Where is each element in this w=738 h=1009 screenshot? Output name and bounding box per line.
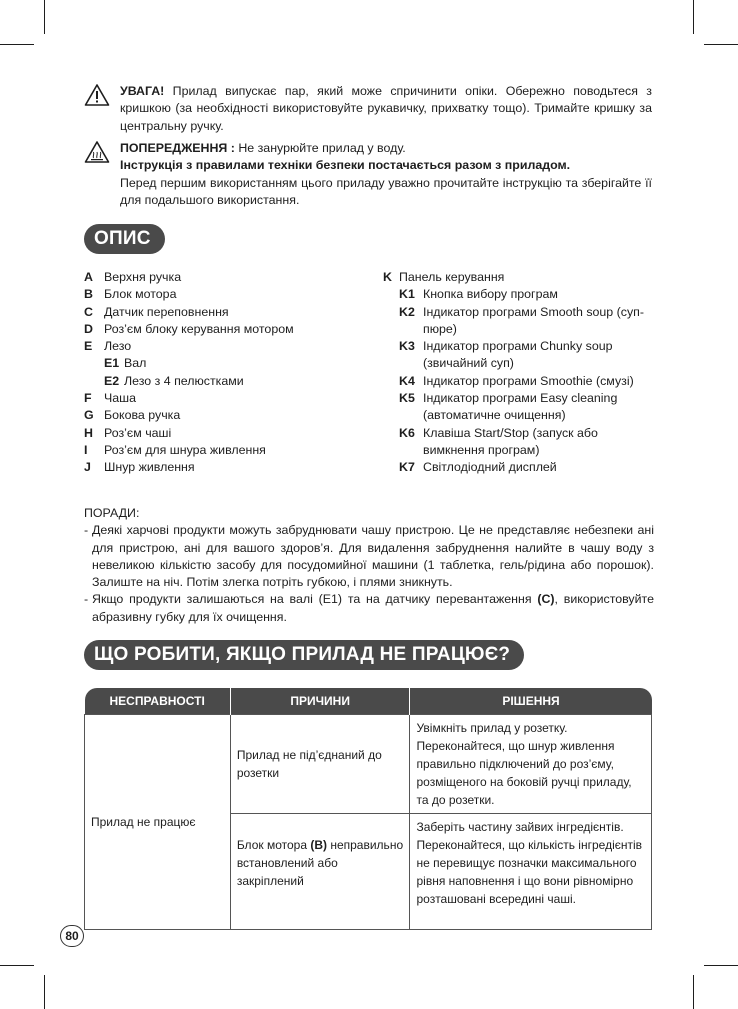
tips-heading: ПОРАДИ:: [84, 506, 140, 520]
tip-item: [84, 591, 654, 626]
part-item: [84, 425, 374, 442]
column-header: ПРИЧИНИ: [230, 688, 410, 714]
hot-surface-icon: [84, 140, 110, 164]
part-item: [383, 269, 653, 286]
crop-mark: [0, 965, 34, 966]
warning-text: [120, 140, 652, 209]
part-item: [84, 442, 374, 459]
caution-title: УВАГА!: [120, 84, 165, 98]
warning-title: ПОПЕРЕДЖЕННЯ :: [120, 141, 235, 155]
solution-cell: Увімкніть прилад у розетку. Переконайтеся, що шнур живлення правильно підключений до роз’єму, розміщеного на боковій ручці приладу, та до розетки.: [410, 714, 652, 813]
tip-text: Якщо продукти залишаються на валі (E1) та на датчику перевантаження: [92, 592, 538, 607]
part-label: Чаша: [104, 391, 136, 406]
crop-mark: [0, 44, 34, 45]
part-letter: K5: [399, 391, 415, 406]
part-label: Роз’єм для шнура живлення: [104, 442, 266, 457]
parts-list-right: [383, 269, 653, 477]
part-letter: K2: [399, 304, 415, 319]
control-item: [383, 286, 653, 303]
column-header: РІШЕННЯ: [410, 688, 652, 714]
part-item: [84, 390, 374, 407]
part-letter: G: [84, 408, 94, 423]
tip-bold-ref: (C): [537, 592, 555, 607]
cause-bold-ref: (B): [310, 837, 327, 852]
part-item: [84, 269, 374, 286]
part-item: [84, 459, 374, 476]
tips-section: [84, 505, 654, 626]
part-item: [84, 304, 374, 321]
caution-text: [120, 83, 652, 135]
bullet-dash: -: [84, 523, 89, 538]
control-item: [383, 390, 653, 425]
part-label: Верхня ручка: [104, 270, 182, 284]
part-letter: E: [84, 339, 93, 354]
part-letter: J: [84, 460, 91, 475]
part-letter: E1: [104, 356, 120, 371]
tip-item: [84, 522, 654, 591]
part-letter: I: [84, 442, 88, 457]
table-row: [85, 714, 652, 813]
control-item: [383, 338, 653, 373]
fault-cell: Прилад не працює: [85, 714, 231, 929]
part-letter: K3: [399, 339, 415, 354]
crop-mark: [704, 965, 738, 966]
cause-text: Блок мотора: [236, 837, 311, 852]
safety-instructions-line: Інструкція з правилами техніки безпеки постачається разом з приладом.: [120, 158, 571, 173]
cause-cell: Прилад не під’єднаний до розетки: [230, 714, 410, 813]
part-item: [84, 338, 374, 355]
cause-cell: [230, 813, 410, 929]
part-label: Індикатор програми Easy cleaning (автоматичне очищення): [423, 391, 618, 423]
control-item: [383, 373, 653, 390]
part-letter: K: [383, 270, 392, 284]
table-header-row: [85, 688, 652, 714]
part-label: Клавіша Start/Stop (запуск або вимкнення програм): [423, 425, 598, 457]
bullet-dash: -: [84, 592, 89, 607]
part-label: Індикатор програми Smoothie (смузі): [423, 373, 634, 388]
crop-mark: [44, 0, 45, 34]
part-subitem: [84, 355, 374, 372]
part-letter: C: [84, 304, 93, 319]
parts-list-left: [84, 269, 374, 477]
part-label: Панель керування: [399, 270, 505, 284]
cause-text: неправильно встановлений або закріплений: [236, 837, 404, 888]
warning-block: [84, 140, 652, 209]
page-number: 80: [60, 925, 84, 947]
part-label: Індикатор програми Smooth soup (суп-пюре): [423, 304, 644, 336]
part-letter: H: [84, 425, 93, 440]
part-item: [84, 407, 374, 424]
part-letter: D: [84, 321, 93, 336]
tip-text: Деякі харчові продукти можуть забруднювати чашу пристрою. Це не представляє небезпеки ані для пристрою, ані для вашого здоров’я. Для видалення забруднення налийте в чашу воду з невеликою кількістю засобу для посудомийної машини (1 таблетка, гель/рідина або порошок). Залиште на ніч. Потім злегка потріть губкою, і плями зникнуть.: [92, 523, 654, 590]
solution-cell: Заберіть частину зайвих інгредієнтів. Переконайтеся, що кількість інгредієнтів не перевищує позначки максимального рівня наповнення і що вони рівномірно розташовані всередині чаші.: [410, 813, 652, 929]
control-item: [383, 425, 653, 460]
part-label: Лезо з 4 пелюстками: [124, 373, 244, 388]
part-label: Роз’єм блоку керування мотором: [104, 321, 294, 336]
control-item: [383, 304, 653, 339]
warning-body: Не занурюйте прилад у воду.: [234, 141, 406, 155]
column-header: НЕСПРАВНОСТІ: [85, 688, 231, 714]
crop-mark: [704, 44, 738, 45]
part-label: Індикатор програми Chunky soup (звичайний суп): [423, 339, 613, 371]
part-label: Блок мотора: [104, 287, 177, 302]
part-label: Датчик переповнення: [104, 304, 229, 319]
part-letter: A: [84, 270, 93, 284]
part-letter: K6: [399, 425, 415, 440]
troubleshooting-heading: ЩО РОБИТИ, ЯКЩО ПРИЛАД НЕ ПРАЦЮЄ?: [84, 640, 524, 670]
part-label: Світлодіодний дисплей: [423, 460, 557, 475]
description-heading: ОПИС: [84, 224, 165, 254]
part-label: Кнопка вибору програм: [423, 287, 558, 302]
part-letter: F: [84, 391, 92, 406]
part-letter: B: [84, 287, 93, 302]
crop-mark: [44, 975, 45, 1009]
part-label: Вал: [124, 356, 147, 371]
part-letter: K4: [399, 373, 415, 388]
part-label: Лезо: [104, 339, 132, 354]
tip-text: , використовуйте абразивну губку для їх очищення.: [92, 592, 654, 624]
part-item: [84, 321, 374, 338]
crop-mark: [693, 0, 694, 34]
warning-triangle-icon: [84, 83, 110, 107]
part-item: [84, 286, 374, 303]
caution-block: [84, 83, 652, 135]
part-label: Роз’єм чаші: [104, 425, 172, 440]
crop-mark: [693, 975, 694, 1009]
part-label: Шнур живлення: [104, 460, 195, 475]
caution-body: Прилад випускає пар, який може спричинити опіки. Обережно поводьтеся з кришкою (за необхідності використовуйте рукавичку, прихватку тощо). Тримайте кришку за центральну ручку.: [120, 84, 652, 133]
troubleshooting-table: [84, 688, 652, 930]
part-letter: K1: [399, 287, 415, 302]
part-letter: K7: [399, 460, 415, 475]
part-subitem: [84, 373, 374, 390]
part-letter: E2: [104, 373, 120, 388]
control-item: [383, 459, 653, 476]
read-instructions-line: Перед першим використанням цього приладу уважно прочитайте інструкцію та зберігайте її для подальшого використання.: [120, 175, 652, 207]
part-label: Бокова ручка: [104, 408, 181, 423]
